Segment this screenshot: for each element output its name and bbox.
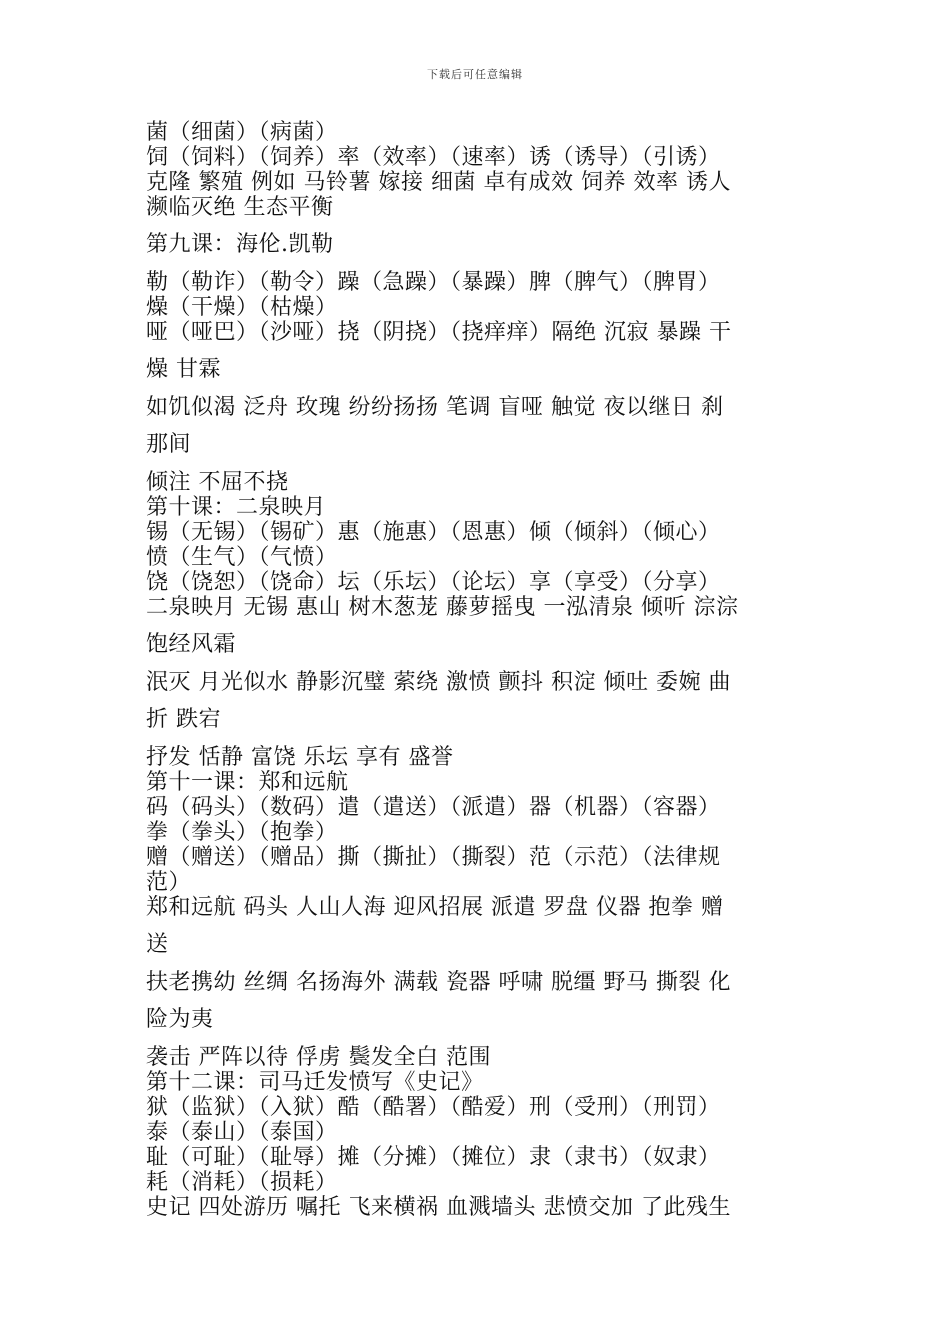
text-line: 燥（干燥）（枯燥） xyxy=(146,295,338,320)
text-line: 折 跌宕 xyxy=(146,707,221,732)
text-line: 菌（细菌）（病菌） xyxy=(146,120,338,145)
text-line: 郑和远航 码头 人山人海 迎风招展 派遣 罗盘 仪器 抱拳 赠 xyxy=(146,895,724,920)
text-line: 饲（饲料）（饲养）率（效率）（速率）诱（诱导）（引诱） xyxy=(146,145,721,170)
text-line: 饱经风霜 xyxy=(146,632,237,657)
text-line: 袭击 严阵以待 俘虏 鬓发全白 范围 xyxy=(146,1045,491,1070)
text-line: 拳（拳头）（抱拳） xyxy=(146,820,338,845)
text-line: 泰（泰山）（泰国） xyxy=(146,1120,338,1145)
text-line: 耻（可耻）（耻辱）摊（分摊）（摊位）隶（隶书）（奴隶） xyxy=(146,1145,721,1170)
text-line: 送 xyxy=(146,932,169,957)
text-line: 抒发 恬静 富饶 乐坛 享有 盛誉 xyxy=(146,745,454,770)
text-line: 泯灭 月光似水 静影沉璧 萦绕 激愤 颤抖 积淀 倾吐 委婉 曲 xyxy=(146,670,731,695)
lesson-heading: 第十一课：郑和远航 xyxy=(146,770,349,795)
text-line: 二泉映月 无锡 惠山 树木葱茏 藤萝摇曳 一泓清泉 倾听 淙淙 xyxy=(146,595,739,620)
text-line: 范） xyxy=(146,870,192,895)
page-header: 下载后可任意编辑 xyxy=(427,68,523,81)
text-line: 赠（赠送）（赠品）撕（撕扯）（撕裂）范（示范）（法律规 xyxy=(146,845,721,870)
text-line: 史记 四处游历 嘱托 飞来横祸 血溅墙头 悲愤交加 了此残生 xyxy=(146,1195,731,1220)
text-line: 险为夷 xyxy=(146,1007,214,1032)
lesson-heading: 第九课：海伦.凯勒 xyxy=(146,232,334,257)
text-line: 饶（饶恕）（饶命）坛（乐坛）（论坛）享（享受）（分享） xyxy=(146,570,721,595)
text-line: 勒（勒诈）（勒令）躁（急躁）（暴躁）脾（脾气）（脾胃） xyxy=(146,270,721,295)
document-body xyxy=(146,120,816,1220)
text-line: 愤（生气）（气愤） xyxy=(146,545,338,570)
lesson-heading: 第十课：二泉映月 xyxy=(146,495,327,520)
text-line: 那间 xyxy=(146,432,192,457)
lesson-heading: 第十二课：司马迁发愤写《史记》 xyxy=(146,1070,484,1095)
text-line: 狱（监狱）（入狱）酷（酷署）（酷爱）刑（受刑）（刑罚） xyxy=(146,1095,721,1120)
text-line: 克隆 繁殖 例如 马铃薯 嫁接 细菌 卓有成效 饲养 效率 诱人 xyxy=(146,170,731,195)
text-line: 哑（哑巴）（沙哑）挠（阴挠）（挠痒痒）隔绝 沉寂 暴躁 干 xyxy=(146,320,732,345)
text-line: 码（码头）（数码）遣（遣送）（派遣）器（机器）（容器） xyxy=(146,795,721,820)
text-line: 耗（消耗）（损耗） xyxy=(146,1170,338,1195)
text-line: 濒临灭绝 生态平衡 xyxy=(146,195,334,220)
text-line: 燥 甘霖 xyxy=(146,357,221,382)
text-line: 扶老携幼 丝绸 名扬海外 满载 瓷器 呼啸 脱缰 野马 撕裂 化 xyxy=(146,970,731,995)
text-line: 锡（无锡）（锡矿）惠（施惠）（恩惠）倾（倾斜）（倾心） xyxy=(146,520,721,545)
text-line: 倾注 不屈不挠 xyxy=(146,470,289,495)
text-line: 如饥似渴 泛舟 玫瑰 纷纷扬扬 笔调 盲哑 触觉 夜以继日 刹 xyxy=(146,395,724,420)
